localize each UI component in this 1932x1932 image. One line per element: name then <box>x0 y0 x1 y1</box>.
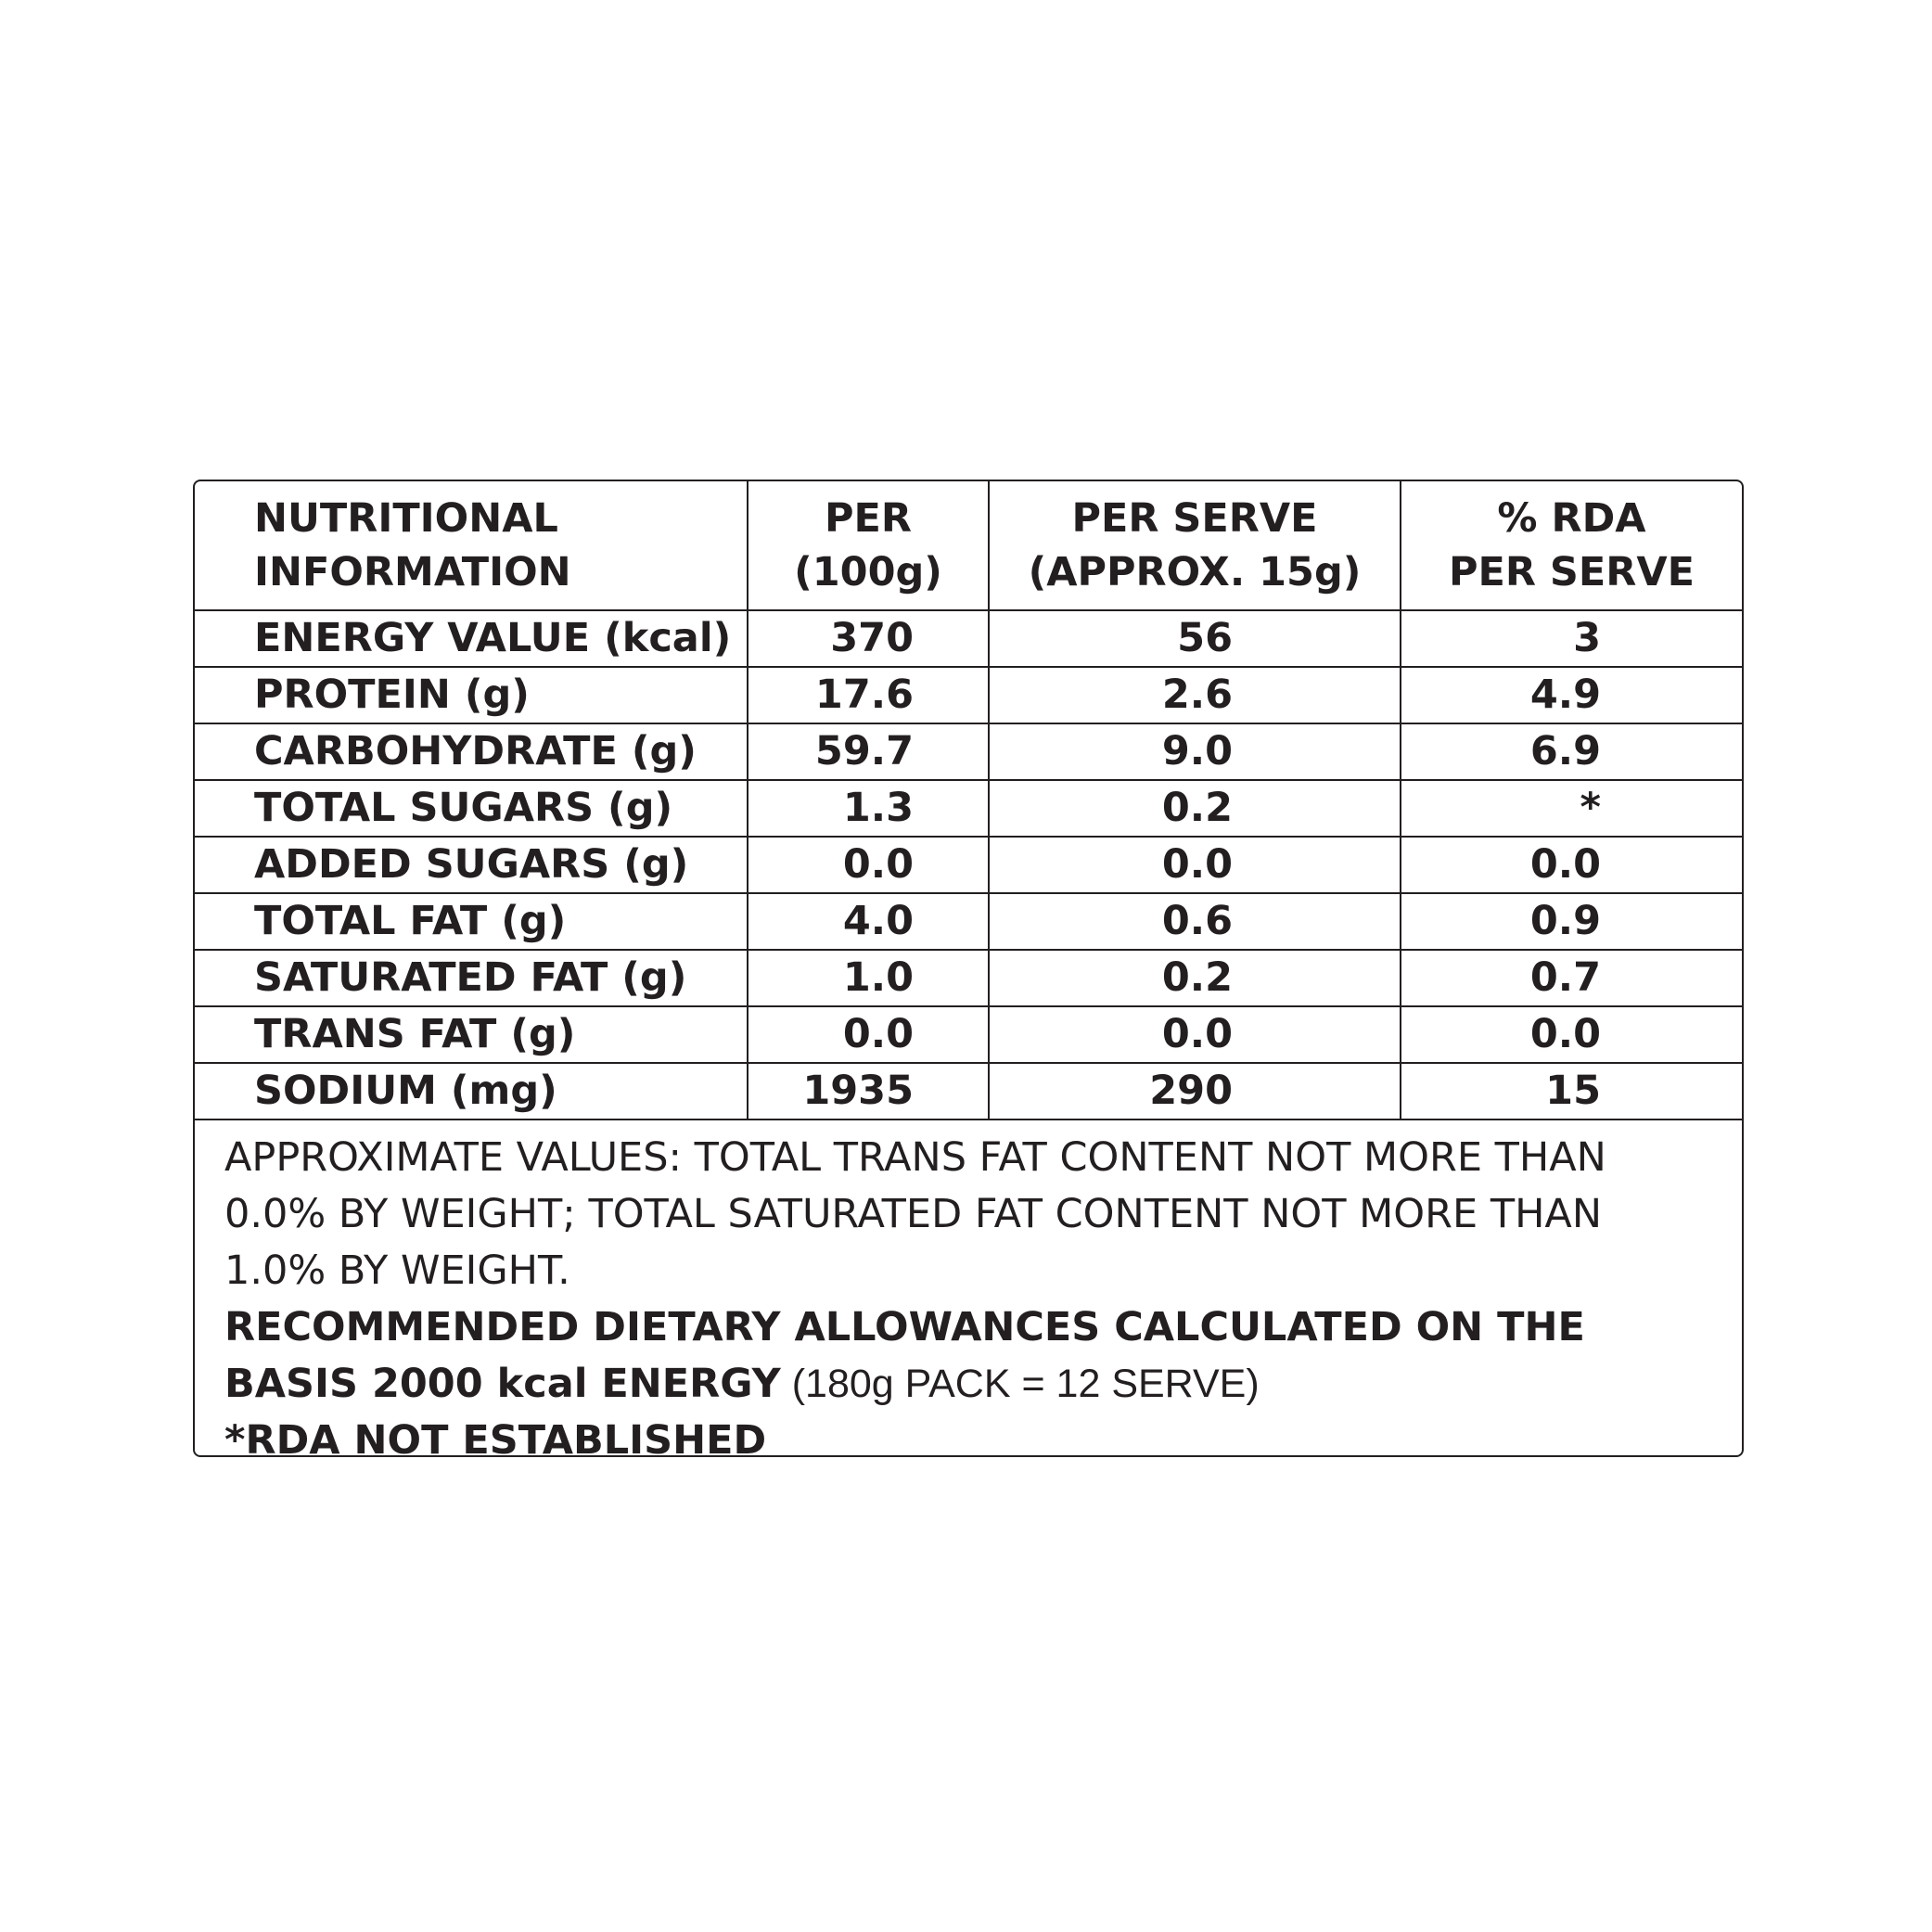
approximate-values-line: APPROXIMATE VALUES: TOTAL TRANS FAT CONTENT NOT MORE THAN <box>224 1134 1606 1181</box>
footnotes <box>195 1120 1742 1457</box>
per-serve-value: 0.0 <box>989 837 1401 893</box>
nutrient-name: TRANS FAT (g) <box>195 1006 748 1063</box>
nutrient-name: PROTEIN (g) <box>195 667 748 723</box>
nutrient-name: ENERGY VALUE (kcal) <box>195 610 748 667</box>
nutrition-table <box>195 481 1742 1120</box>
nutrition-panel <box>193 480 1744 1457</box>
per-serve-value: 56 <box>989 610 1401 667</box>
per-100g-value: 4.0 <box>748 893 989 950</box>
header-per-100g: PER (100g) <box>748 481 989 610</box>
rda-not-established-note: *RDA NOT ESTABLISHED <box>224 1417 767 1457</box>
rda-basis-line: RECOMMENDED DIETARY ALLOWANCES CALCULATED ON THE <box>224 1304 1585 1350</box>
table-row <box>195 1006 1742 1063</box>
table-header-row <box>195 481 1742 610</box>
per-100g-value: 1.0 <box>748 950 989 1006</box>
nutrient-name: ADDED SUGARS (g) <box>195 837 748 893</box>
table-row <box>195 950 1742 1006</box>
rda-value: 3 <box>1401 610 1742 667</box>
per-serve-value: 290 <box>989 1063 1401 1120</box>
per-100g-value: 370 <box>748 610 989 667</box>
rda-value: 0.7 <box>1401 950 1742 1006</box>
rda-value: 0.0 <box>1401 1006 1742 1063</box>
rda-basis-bold: BASIS 2000 kcal ENERGY <box>224 1361 781 1407</box>
rda-value: * <box>1401 780 1742 837</box>
pack-size-note: (180g PACK = 12 SERVE) <box>780 1362 1260 1406</box>
per-serve-value: 0.0 <box>989 1006 1401 1063</box>
per-100g-value: 17.6 <box>748 667 989 723</box>
per-serve-value: 9.0 <box>989 723 1401 780</box>
rda-value: 0.9 <box>1401 893 1742 950</box>
header-rda-per-serve: % RDA PER SERVE <box>1401 481 1742 610</box>
approximate-values-line: 0.0% BY WEIGHT; TOTAL SATURATED FAT CONTENT NOT MORE THAN <box>224 1191 1603 1237</box>
table-row <box>195 610 1742 667</box>
nutrient-name: TOTAL FAT (g) <box>195 893 748 950</box>
rda-value: 15 <box>1401 1063 1742 1120</box>
nutrient-name: SODIUM (mg) <box>195 1063 748 1120</box>
per-100g-value: 1.3 <box>748 780 989 837</box>
rda-value: 4.9 <box>1401 667 1742 723</box>
per-serve-value: 0.2 <box>989 950 1401 1006</box>
table-row <box>195 723 1742 780</box>
per-serve-value: 0.2 <box>989 780 1401 837</box>
rda-value: 0.0 <box>1401 837 1742 893</box>
nutrient-name: CARBOHYDRATE (g) <box>195 723 748 780</box>
per-100g-value: 59.7 <box>748 723 989 780</box>
header-nutritional-information: NUTRITIONAL INFORMATION <box>195 481 748 610</box>
per-100g-value: 0.0 <box>748 1006 989 1063</box>
rda-value: 6.9 <box>1401 723 1742 780</box>
approximate-values-line: 1.0% BY WEIGHT. <box>224 1247 570 1294</box>
table-row <box>195 667 1742 723</box>
per-serve-value: 2.6 <box>989 667 1401 723</box>
table-row <box>195 837 1742 893</box>
table-row <box>195 1063 1742 1120</box>
nutrient-name: TOTAL SUGARS (g) <box>195 780 748 837</box>
rda-basis-line <box>224 1356 1723 1413</box>
table-row <box>195 893 1742 950</box>
table-row <box>195 780 1742 837</box>
header-per-serve: PER SERVE (APPROX. 15g) <box>989 481 1401 610</box>
per-100g-value: 1935 <box>748 1063 989 1120</box>
nutrient-name: SATURATED FAT (g) <box>195 950 748 1006</box>
per-100g-value: 0.0 <box>748 837 989 893</box>
per-serve-value: 0.6 <box>989 893 1401 950</box>
